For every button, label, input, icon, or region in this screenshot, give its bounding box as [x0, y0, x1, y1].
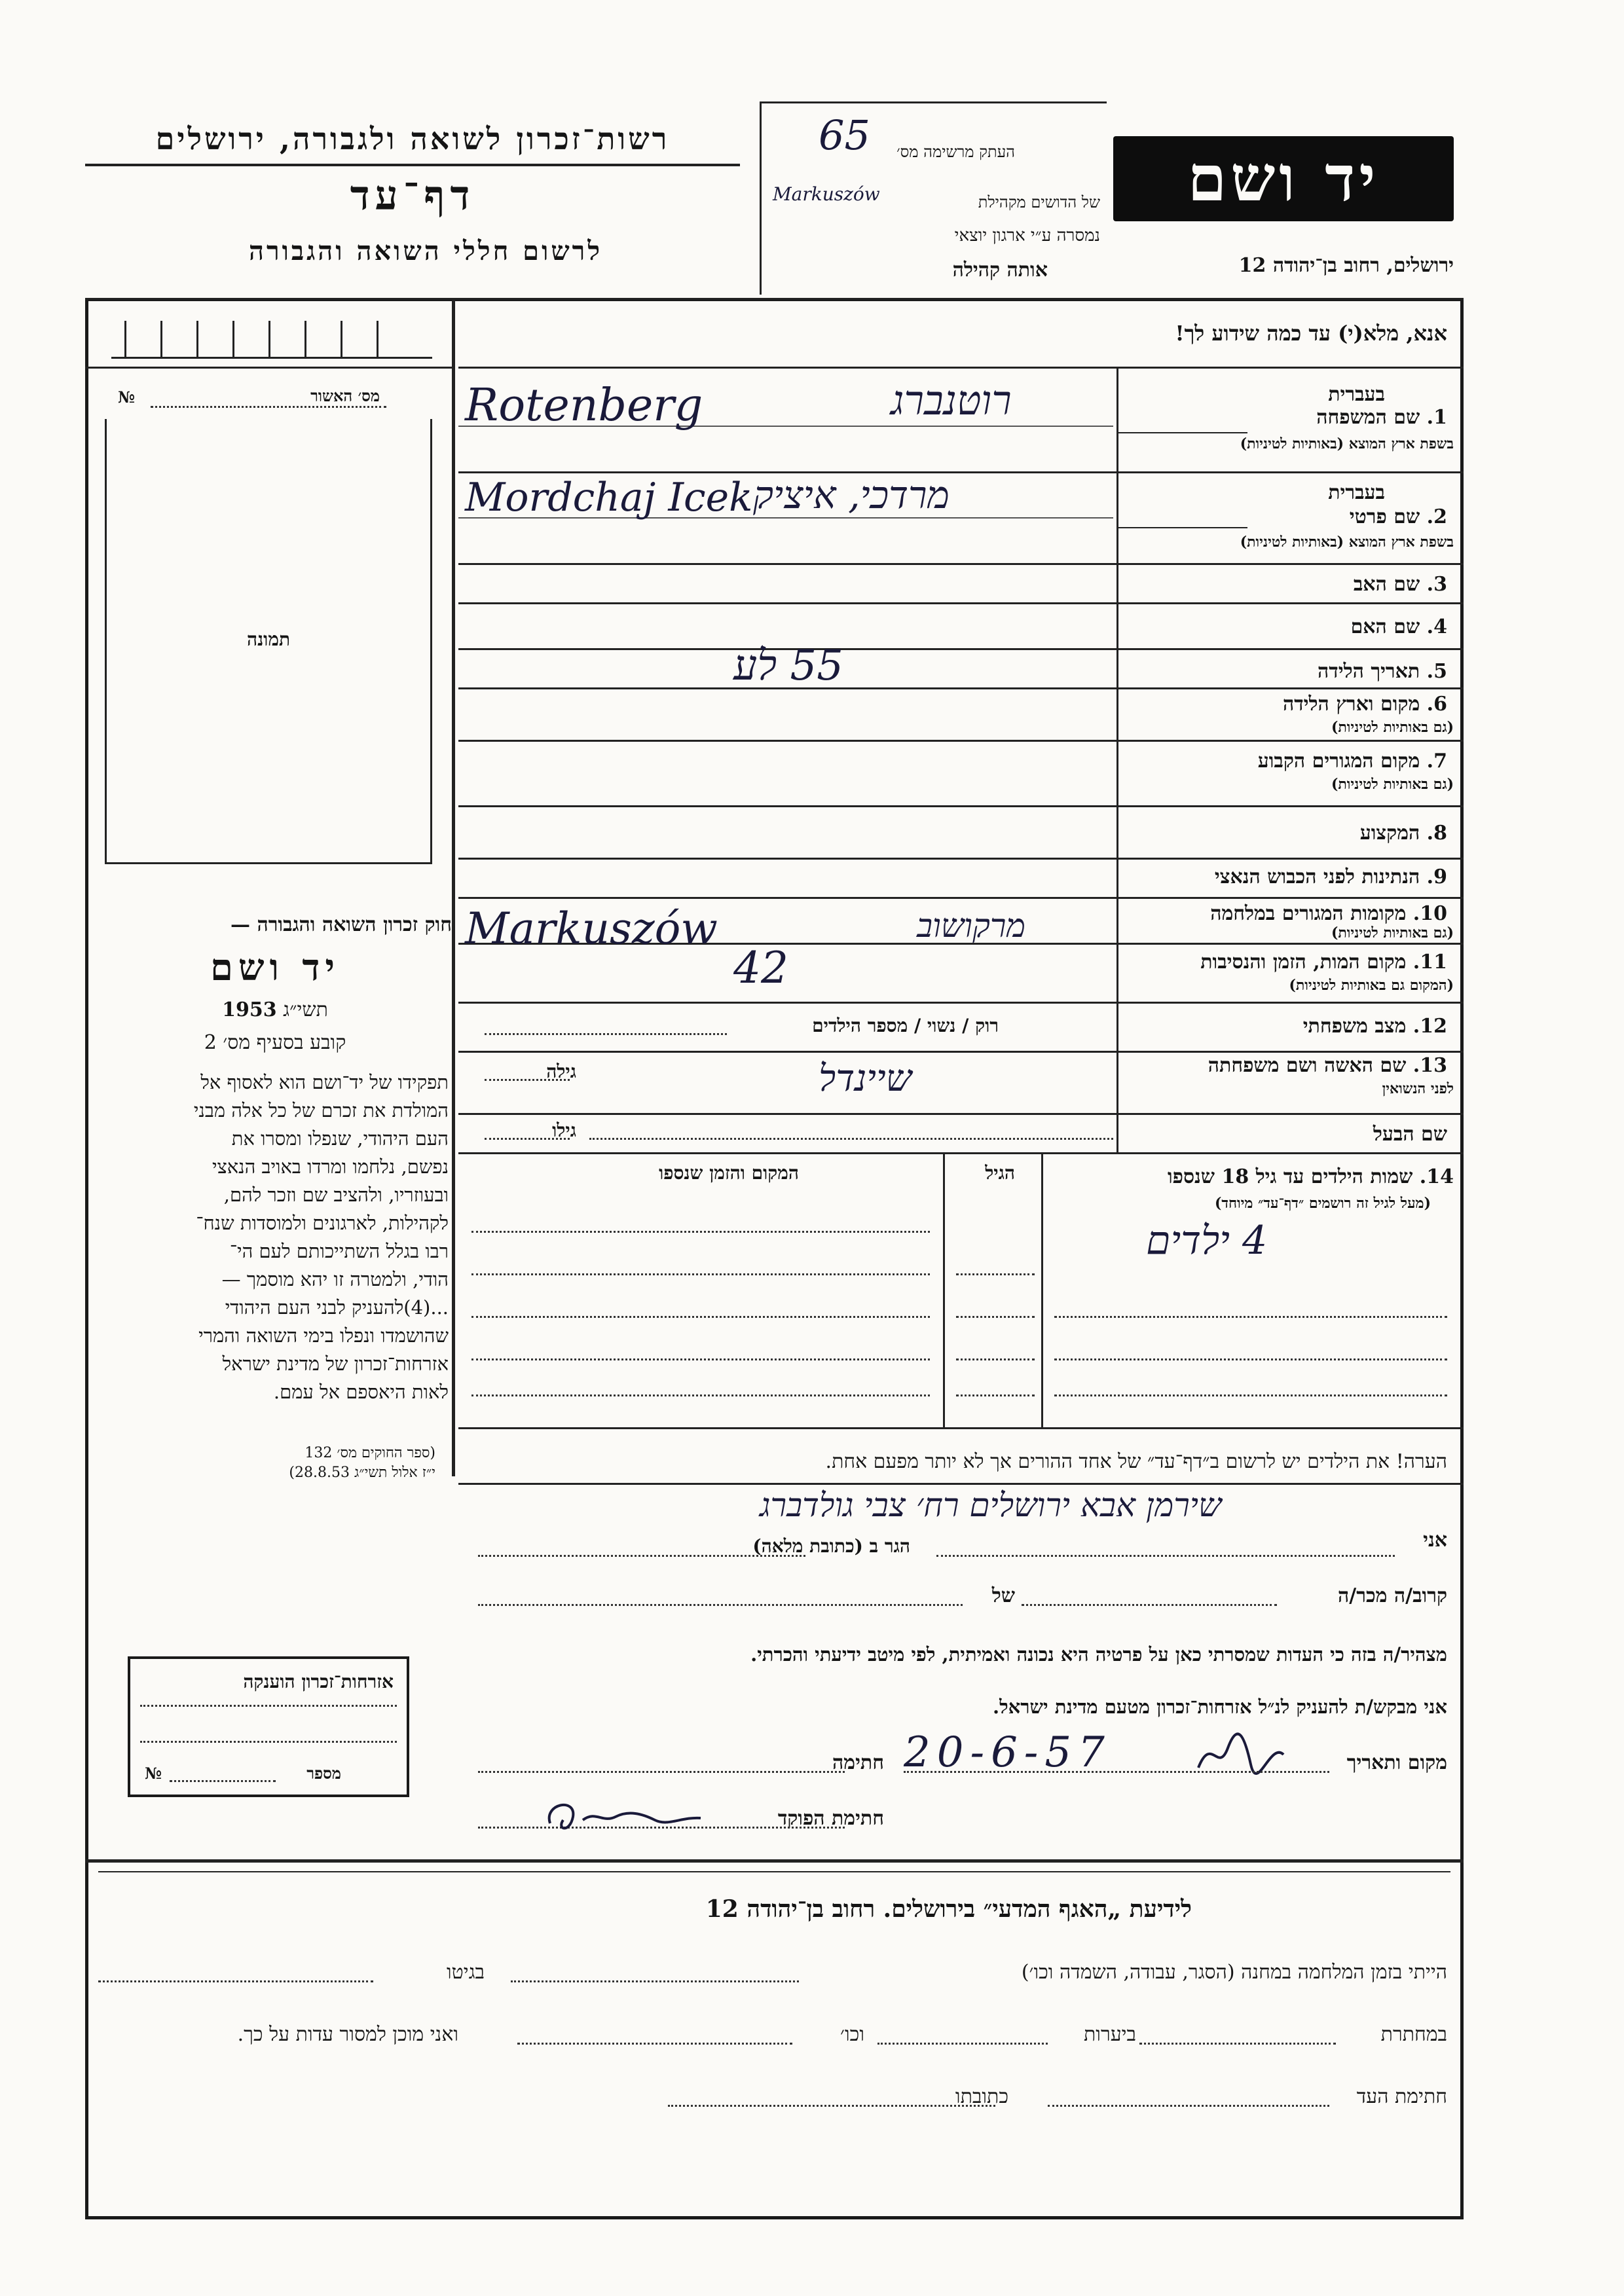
f4-label: 4. שם האם	[1350, 615, 1447, 638]
instruction: אנא, מלא(י) עד כמה שידוע לך!	[1175, 321, 1447, 346]
husband-label: שם הבעל	[1373, 1123, 1447, 1146]
note: הערה! את הילדים יש לרשום ב״דף־עד״ של אחד ההורים אך לא יותר מפעם אחת.	[825, 1450, 1447, 1473]
f11-handwritten[interactable]: 42	[733, 943, 788, 993]
photo-box[interactable]	[105, 419, 432, 864]
f10-handwritten-latin[interactable]: Markuszów	[465, 903, 718, 954]
label-column-divider	[1116, 367, 1118, 1152]
law-line: העם היהודי, שנפלו ומסרו את	[231, 1127, 449, 1150]
law-paragraph	[95, 1068, 449, 1406]
law-name: יד ושם	[210, 946, 341, 989]
law-title: חוק זכרון השואה והגבורה —	[231, 913, 452, 936]
approval-label: מס׳ האשור	[310, 386, 380, 405]
children-name[interactable]	[1054, 1394, 1447, 1396]
relative-field[interactable]	[1022, 1604, 1277, 1606]
i-field[interactable]	[936, 1555, 1395, 1557]
place-date-label: מקום ותאריך	[1346, 1751, 1447, 1774]
approval-no-sign: №	[118, 388, 136, 407]
living-label: הגר ב (כתובת מלאה)	[752, 1535, 910, 1557]
law-year-line	[105, 998, 445, 1021]
law-line: לקהילות, לארגונים ולמוסדות שנח־	[196, 1212, 449, 1234]
f1-hebrew-tag: בעברית	[1328, 383, 1385, 406]
children-age[interactable]	[956, 1394, 1035, 1396]
relative-label: קרוב/ה מכר/ה	[1338, 1584, 1447, 1607]
law-source	[95, 1444, 435, 1483]
f14-sub: (מעל לגיל זה רושמים ״דף־עד״ מיוחד)	[1214, 1195, 1431, 1212]
f5-handwritten[interactable]: 55 לע	[733, 642, 843, 690]
law-source-1: (ספר החוקים מס׳ 132	[304, 1445, 435, 1461]
f14-handwritten[interactable]: 4 ילדים	[1146, 1218, 1268, 1264]
declarant-signature	[1192, 1728, 1297, 1781]
etc-field[interactable]	[517, 2043, 792, 2045]
left-column-divider	[452, 298, 455, 1476]
f13-handwritten[interactable]: שיינדל	[819, 1057, 912, 1100]
citizenship-number-label: מספר	[306, 1764, 341, 1783]
signature-label: חתימה	[832, 1751, 884, 1774]
notice-line1a: הייתי בזמן המלחמה במחנה (הסגר, עבודה, השמדה וכו׳)	[1021, 1961, 1447, 1984]
f6-sub: (גם באותיות לטיניות)	[1331, 719, 1454, 736]
community-value: Markuszów	[773, 183, 880, 205]
f11-label: 11. מקום המות, הזמן והנסיבות	[1200, 951, 1447, 974]
f12-field[interactable]	[485, 1033, 727, 1035]
f8-label: 8. המקצוע	[1359, 822, 1447, 845]
f2-label: 2. שם פרטי	[1349, 505, 1447, 528]
of-label: של	[991, 1584, 1015, 1607]
copy-list-number: 65	[819, 111, 870, 159]
place-date-field[interactable]	[904, 1771, 1329, 1773]
f7-label: 7. מקום המגורים הקבוע	[1257, 750, 1447, 773]
f12-options: רוק / נשוי / מספר הילדים	[812, 1015, 999, 1036]
law-line: תפקידו של יד־ושם הוא לאסוף אל	[200, 1071, 449, 1093]
copy-box-border	[760, 101, 762, 295]
f2-sub: בשפת ארץ המוצא (באותיות לטיניות)	[1240, 534, 1454, 551]
children-row[interactable]	[471, 1273, 930, 1275]
law-line: לאות היאספם אל עמם.	[273, 1381, 449, 1403]
f10-label: 10. מקומות המגורים במלחמה	[1210, 902, 1447, 925]
f14-label: 14. שמות הילדים עד גיל 18 שנספו	[1167, 1165, 1454, 1188]
underground-field[interactable]	[1139, 2043, 1336, 2045]
husband-field[interactable]	[589, 1138, 1113, 1140]
f6-label: 6. מקום וארץ הלידה	[1282, 693, 1447, 716]
col-place: המקום והזמן שנספו	[659, 1162, 799, 1184]
f13-age-label: גילה	[546, 1061, 576, 1082]
org-line: רשות־זכרון לשואה ולגבורה, ירושלים	[155, 121, 670, 156]
submitted-by: נמסרה ע״י ארגון יוצאי	[954, 226, 1100, 246]
children-age[interactable]	[956, 1358, 1035, 1360]
f13-age-field[interactable]	[485, 1079, 570, 1081]
citizenship-no-sign: №	[145, 1764, 162, 1783]
f10-sub: (גם באותיות לטיניות)	[1331, 924, 1454, 941]
notice-witness-sig: חתימת העד	[1356, 2085, 1447, 2108]
f2-handwritten-latin[interactable]: Mordchaj Icek	[465, 475, 753, 520]
children-age[interactable]	[956, 1273, 1035, 1275]
f2-hebrew-tag: בעברית	[1328, 481, 1385, 504]
husband-age-label: גילו	[552, 1120, 576, 1141]
f3-label: 3. שם האב	[1353, 573, 1447, 596]
husband-age-field[interactable]	[485, 1138, 570, 1140]
notice-address: כתובתו	[955, 2085, 1008, 2108]
copy-list-label: העתק מרשימה מס׳	[896, 143, 1015, 161]
of-field[interactable]	[478, 1604, 963, 1606]
officer-label: חתימת הפוקד	[777, 1807, 884, 1830]
col-age: הגיל	[985, 1162, 1015, 1184]
ghetto-field[interactable]	[98, 1980, 373, 1982]
i-handwritten[interactable]: שירמן אבא ירושלים רח׳ צבי גולדברג	[760, 1486, 1222, 1524]
law-line: שהושמדו ונפלו בימי השואה והמרי	[198, 1324, 449, 1347]
children-row[interactable]	[471, 1394, 930, 1396]
f1-sub: בשפת ארץ המוצא (באותיות לטיניות)	[1240, 435, 1454, 452]
logo-text: יד ושם	[1187, 141, 1380, 215]
law-line: אזרחות־זכרון של מדינת ישראל	[222, 1353, 449, 1375]
law-line: ובעוזריו, ולהציב שם וזכר להם,	[223, 1184, 449, 1206]
date-handwritten[interactable]: 20-6-57	[904, 1728, 1111, 1777]
law-line: רבו בגלל השתייכותם לעם הי־	[229, 1240, 449, 1262]
address: ירושלים, רחוב בן־יהודה 12	[1238, 254, 1454, 277]
children-name[interactable]	[1054, 1358, 1447, 1360]
officer-signature	[537, 1791, 707, 1840]
f1-handwritten-latin[interactable]: Rotenberg	[465, 380, 703, 431]
code-ticks	[111, 321, 432, 360]
f7-sub: (גם באותיות לטיניות)	[1331, 776, 1454, 793]
f13-sub: לפני הנשואין	[1382, 1080, 1454, 1097]
children-row[interactable]	[471, 1231, 930, 1233]
f5-label: 5. תאריך הלידה	[1318, 660, 1447, 683]
same-community: אותה קהילה	[952, 259, 1048, 282]
camp-field[interactable]	[511, 1980, 799, 1982]
children-age[interactable]	[956, 1316, 1035, 1318]
citizenship-title: אזרחות־זכרון הוענקה	[243, 1671, 394, 1692]
witness-signature-field[interactable]	[1048, 2105, 1329, 2107]
f1-label: 1. שם המשפחה	[1316, 406, 1447, 429]
law-clause: קובע בסעיף מס׳ 2	[204, 1031, 346, 1054]
request-text: אני מבקש/ת להעניק לנ״ל אזרחות־זכרון מטעם מדינת ישראל.	[993, 1696, 1447, 1718]
f1-handwritten-hebrew[interactable]: רוטנברג	[891, 376, 1012, 424]
notice-ready: ואני מוכן למסור עדות על כך.	[237, 2023, 458, 2046]
law-line: הודי, ולמטרה זו יהא מוסמך —	[221, 1268, 449, 1290]
notice-ghetto: בגיטו	[446, 1961, 485, 1984]
f9-label: 9. הנתינות לפני הכבוש הנאצי	[1214, 866, 1447, 888]
children-row[interactable]	[471, 1358, 930, 1360]
declare-text: מצהיר/ה בזה כי העדות שמסרתי כאן על פרטיה היא נכונה ואמיתית, לפי מיטב ידיעתי והכרתי.	[750, 1643, 1447, 1666]
f11-sub: (המקום גם באותיות לטיניות)	[1289, 977, 1454, 994]
signature-field[interactable]	[478, 1771, 845, 1773]
photo-label: תמונה	[246, 629, 291, 650]
notice-underground: במחתרת	[1380, 2023, 1447, 2046]
notice-forests: ביערות	[1083, 2023, 1136, 2046]
witness-address-field[interactable]	[668, 2105, 995, 2107]
law-line: המולדת את זכרם של כל אלה מבני	[193, 1099, 449, 1121]
f12-label: 12. מצב משפחתי	[1302, 1015, 1447, 1038]
law-source-2: י״ז אלול תשי״ג 28.8.53)	[289, 1465, 435, 1481]
citizenship-number-field[interactable]	[170, 1780, 276, 1782]
children-name[interactable]	[1054, 1316, 1447, 1318]
form-subtitle: לרשום חללי השואה והגבורה	[248, 236, 603, 266]
law-line: ...(4)להעניק לבני העם היהודי	[225, 1296, 449, 1319]
f13-label: 13. שם האשה ושם משפחתה	[1208, 1054, 1447, 1077]
children-col-divider-2	[1041, 1152, 1043, 1427]
i-label: אני	[1423, 1529, 1447, 1552]
f10-handwritten-hebrew[interactable]: מרקושוב	[917, 907, 1026, 945]
children-col-divider-1	[943, 1152, 945, 1427]
f2-handwritten-hebrew[interactable]: מרדכי, איציק	[753, 473, 950, 517]
law-line: נפשם, נלחמו ומרדו באויב הנאצי	[212, 1156, 449, 1178]
notice-title: לידיעת „האגף המדעי״ בירושלים. רחוב בן־יהודה 12	[705, 1895, 1192, 1923]
forests-field[interactable]	[877, 2043, 1048, 2045]
children-row[interactable]	[471, 1316, 930, 1318]
form-title: דף־עד	[350, 172, 475, 219]
notice-etc: וכו׳	[840, 2023, 864, 2046]
citizenship-box	[128, 1656, 409, 1797]
yad-vashem-logo	[1113, 136, 1454, 221]
approval-number-field[interactable]	[151, 406, 386, 408]
law-year-heb: תשי״ג	[283, 998, 328, 1021]
community-label: של הדושים מקהילת	[978, 193, 1100, 211]
law-year: 1953	[222, 998, 277, 1021]
